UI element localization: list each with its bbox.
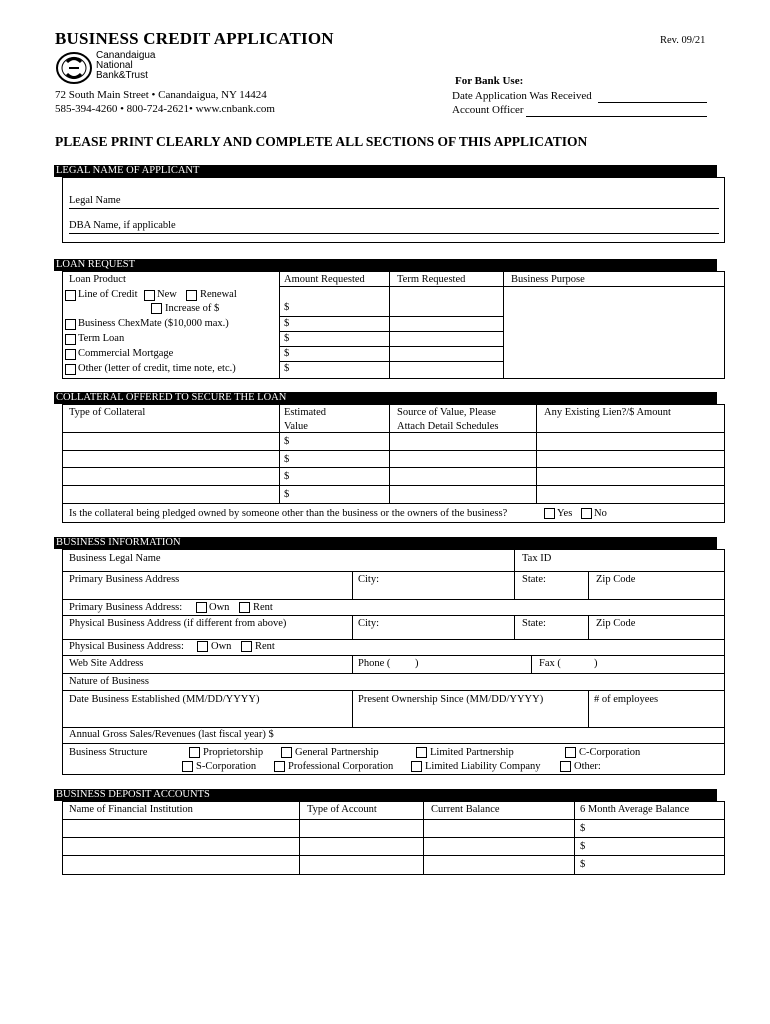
primary-own-rent-label: Primary Business Address: [69,602,183,613]
bank-logo [55,50,95,89]
physical-zip-label: Zip Code [596,618,636,629]
llc-label: Limited Liability Company [425,761,541,772]
nature-label: Nature of Business [69,676,149,687]
revision-label: Rev. 09/21 [660,35,706,46]
renewal-checkbox[interactable] [186,290,197,301]
collateral-col-source-2: Attach Detail Schedules [397,421,499,432]
logo-seal-icon [55,50,95,86]
structure-label: Business Structure [69,747,148,758]
proprietorship-label: Proprietorship [203,747,264,758]
bank-name-line-1: Canandaigua [96,50,156,61]
general-partnership-checkbox[interactable] [281,747,292,758]
physical-rent-label: Rent [255,641,275,652]
bank-address: 72 South Main Street • Canandaigua, NY 14424 [55,89,267,101]
loan-col-amount: Amount Requested [284,274,365,285]
deposit-col-average: 6 Month Average Balance [580,804,690,815]
primary-city-label: City: [358,574,380,585]
c-corp-checkbox[interactable] [565,747,576,758]
business-section-header: BUSINESS INFORMATION [54,537,717,549]
collateral-col-value-2: Value [284,421,308,432]
legal-section-header: LEGAL NAME OF APPLICANT [54,165,717,177]
bank-use-title: For Bank Use: [455,75,524,87]
phone-label: Phone ( [358,658,391,669]
line-of-credit-checkbox[interactable] [65,290,76,301]
primary-zip-label: Zip Code [596,574,636,585]
professional-corp-checkbox[interactable] [274,761,285,772]
primary-own-checkbox[interactable] [196,602,207,613]
legal-name-label: Legal Name [69,195,121,206]
loan-col-purpose: Business Purpose [511,274,585,285]
other-structure-checkbox[interactable] [560,761,571,772]
c-corp-label: C-Corporation [579,747,641,758]
renewal-label: Renewal [200,289,237,300]
proprietorship-checkbox[interactable] [189,747,200,758]
form-title: BUSINESS CREDIT APPLICATION [55,29,334,48]
physical-rent-checkbox[interactable] [241,641,252,652]
chexmate-label: Business ChexMate ($10,000 max.) [78,318,229,329]
ownership-since-label: Present Ownership Since (MM/DD/YYYY) [358,694,544,705]
collateral-col-lien: Any Existing Lien?/$ Amount [544,407,671,418]
new-label: New [157,289,177,300]
dba-field[interactable] [69,233,719,234]
commercial-mortgage-label: Commercial Mortgage [78,348,174,359]
bank-use-date-line[interactable] [598,102,707,103]
bank-name-line-2: National [96,60,133,71]
loan-amount-3[interactable]: $ [284,333,290,344]
deposit-average-2[interactable]: $ [580,841,586,852]
deposit-col-balance: Current Balance [431,804,500,815]
physical-address-label: Physical Business Address (if different from above) [69,618,287,629]
website-label: Web Site Address [69,658,144,669]
physical-own-rent-label: Physical Business Address: [69,641,184,652]
bank-use-date-label: Date Application Was Received [452,90,592,102]
deposit-average-3[interactable]: $ [580,859,586,870]
loan-amount-2[interactable]: $ [284,318,290,329]
collateral-value-2[interactable]: $ [284,454,290,465]
commercial-mortgage-checkbox[interactable] [65,349,76,360]
fax-close: ) [594,658,598,669]
bank-use-officer-line[interactable] [526,116,707,117]
loan-col-term: Term Requested [397,274,466,285]
dba-label: DBA Name, if applicable [69,220,176,231]
loan-amount-4[interactable]: $ [284,348,290,359]
s-corp-checkbox[interactable] [182,761,193,772]
collateral-yes-checkbox[interactable] [544,508,555,519]
collateral-col-type: Type of Collateral [69,407,146,418]
bank-name [96,51,156,81]
collateral-value-4[interactable]: $ [284,489,290,500]
loan-amount-5[interactable]: $ [284,363,290,374]
collateral-col-source-1: Source of Value, Please [397,407,496,418]
legal-name-field[interactable] [69,208,719,209]
general-partnership-label: General Partnership [295,747,379,758]
primary-address-label: Primary Business Address [69,574,180,585]
deposit-section-header: BUSINESS DEPOSIT ACCOUNTS [54,789,717,801]
collateral-section-header: COLLATERAL OFFERED TO SECURE THE LOAN [54,392,717,404]
business-legal-name-label: Business Legal Name [69,553,161,564]
tax-id-label: Tax ID [522,553,552,564]
primary-rent-label: Rent [253,602,273,613]
term-loan-label: Term Loan [78,333,125,344]
other-structure-label: Other: [574,761,601,772]
physical-state-label: State: [522,618,546,629]
bank-contact: 585-394-4260 • 800-724-2621• www.cnbank.com [55,103,275,115]
collateral-value-1[interactable]: $ [284,436,290,447]
increase-checkbox[interactable] [151,303,162,314]
collateral-question: Is the collateral being pledged owned by someone other than the business or the owners of the business? [69,508,508,519]
collateral-yes-label: Yes [557,508,573,519]
deposit-col-type: Type of Account [307,804,377,815]
collateral-table [62,404,725,523]
other-loan-checkbox[interactable] [65,364,76,375]
gross-sales-label: Annual Gross Sales/Revenues (last fiscal year) $ [69,729,274,740]
date-established-label: Date Business Established (MM/DD/YYYY) [69,694,260,705]
bank-name-line-3: Bank&Trust [96,70,148,81]
employees-label: # of employees [594,694,659,705]
chexmate-checkbox[interactable] [65,319,76,330]
deposit-average-1[interactable]: $ [580,823,586,834]
loan-amount-1[interactable]: $ [284,302,290,313]
limited-partnership-label: Limited Partnership [430,747,514,758]
limited-partnership-checkbox[interactable] [416,747,427,758]
physical-own-checkbox[interactable] [197,641,208,652]
collateral-col-value-1: Estimated [284,407,326,418]
physical-city-label: City: [358,618,380,629]
primary-own-label: Own [209,602,230,613]
other-loan-label: Other (letter of credit, time note, etc.) [78,363,236,374]
collateral-no-label: No [594,508,607,519]
loan-section-header: LOAN REQUEST [54,259,717,271]
professional-corp-label: Professional Corporation [288,761,394,772]
bank-use-officer-label: Account Officer [452,104,524,116]
primary-rent-checkbox[interactable] [239,602,250,613]
term-loan-checkbox[interactable] [65,334,76,345]
loan-col-product: Loan Product [69,274,126,285]
s-corp-label: S-Corporation [196,761,257,772]
deposit-col-institution: Name of Financial Institution [69,804,193,815]
new-checkbox[interactable] [144,290,155,301]
increase-label: Increase of $ [165,303,220,314]
collateral-value-3[interactable]: $ [284,471,290,482]
line-of-credit-label: Line of Credit [78,289,138,300]
physical-own-label: Own [211,641,232,652]
instruction-heading: PLEASE PRINT CLEARLY AND COMPLETE ALL SECTIONS OF THIS APPLICATION [55,134,588,149]
primary-state-label: State: [522,574,546,585]
fax-label: Fax ( [539,658,561,669]
llc-checkbox[interactable] [411,761,422,772]
collateral-no-checkbox[interactable] [581,508,592,519]
phone-close: ) [415,658,419,669]
